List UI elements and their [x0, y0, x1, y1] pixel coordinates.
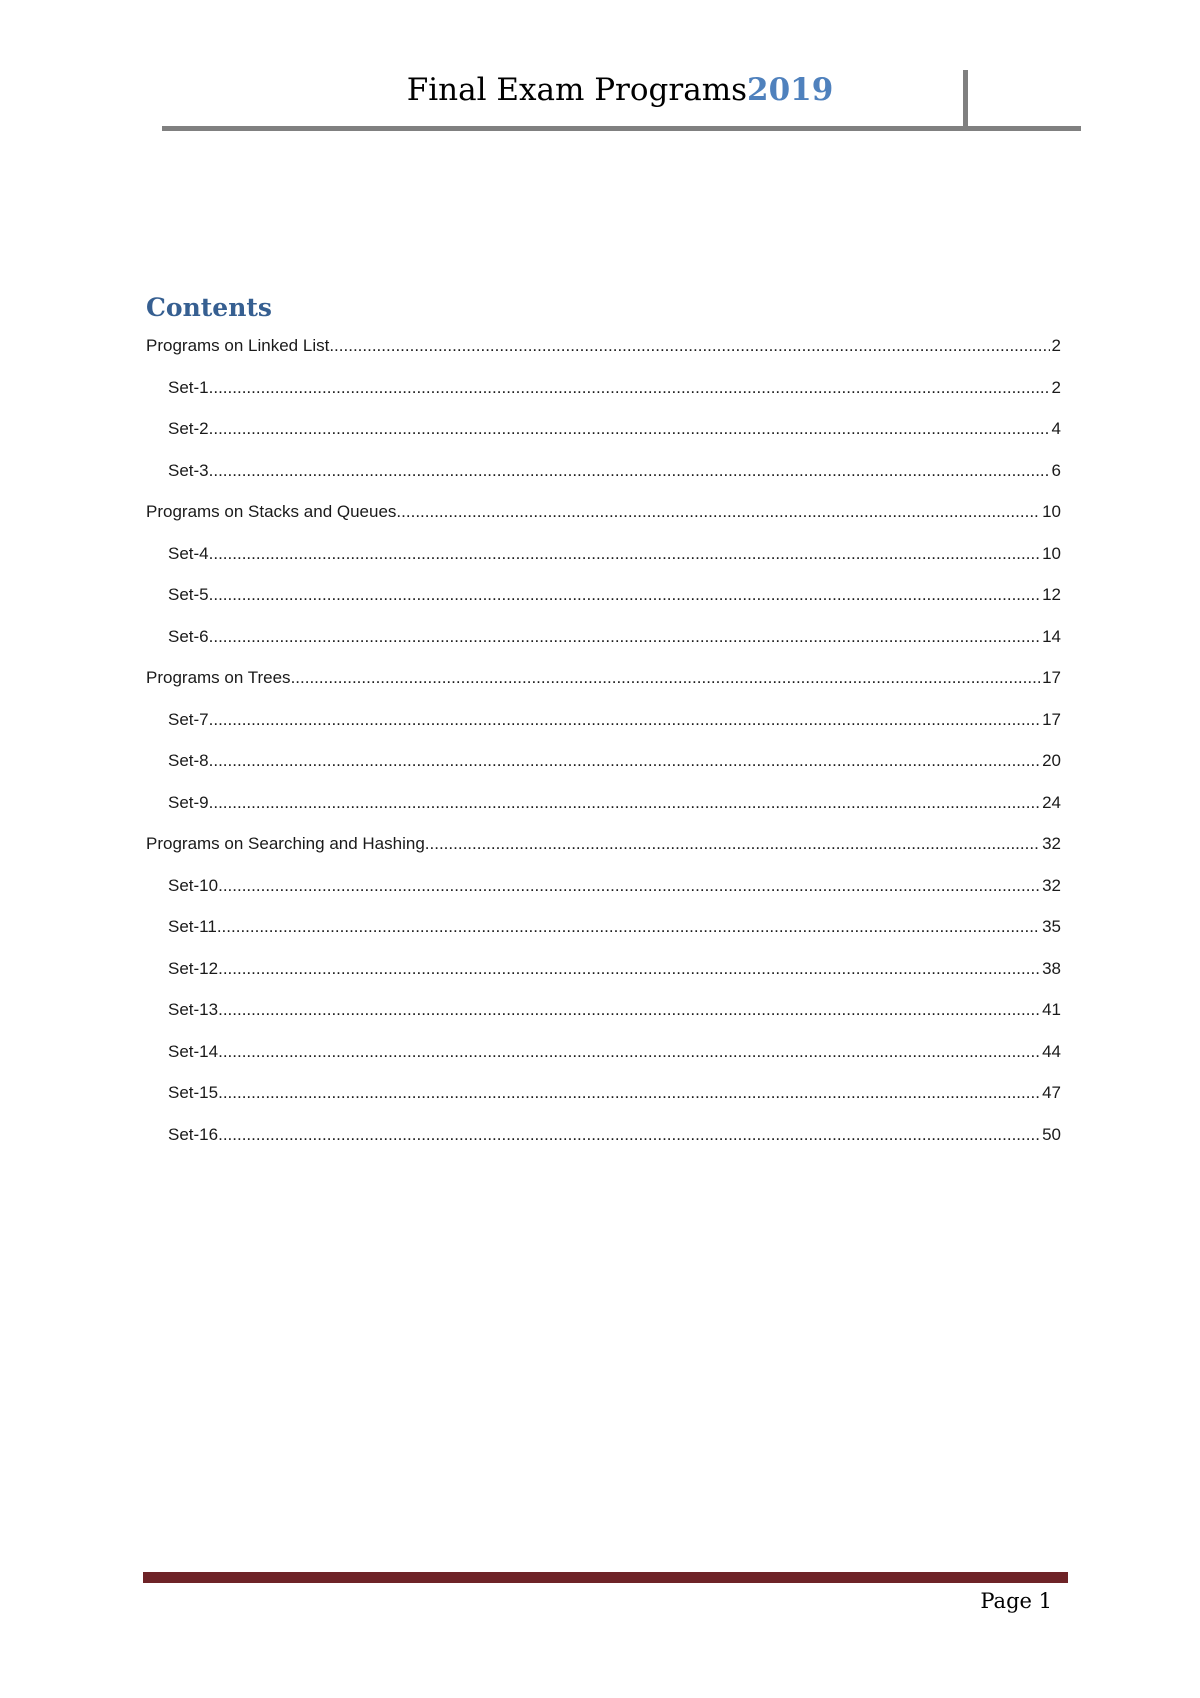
toc-dot-leader: [218, 1038, 1040, 1062]
toc-dot-leader: [209, 747, 1040, 771]
toc-dot-leader: [209, 623, 1040, 647]
toc-entry-label: Set-13: [168, 1000, 219, 1019]
toc-page-number: 38: [1042, 958, 1061, 978]
toc-dot-leader: [218, 872, 1040, 896]
toc-dot-leader: [209, 789, 1040, 813]
toc-dot-leader: [329, 332, 1049, 356]
toc-dot-leader: [209, 374, 1050, 398]
header-title: [0, 72, 1200, 108]
toc-page-number: 17: [1042, 709, 1061, 729]
toc-page-number: 41: [1042, 1000, 1061, 1019]
toc-page-number: 50: [1042, 1124, 1061, 1144]
header-rule: [162, 126, 1081, 131]
toc-entry-label: Set-3: [168, 460, 209, 480]
toc-page-number: 24: [1042, 792, 1061, 812]
toc-page-number: 14: [1042, 626, 1061, 646]
toc-subentry[interactable]: [146, 415, 1061, 457]
toc-entry-label: Set-8: [168, 751, 209, 770]
toc-subentry[interactable]: [146, 872, 1061, 914]
toc-entry-label: Set-1: [168, 377, 209, 397]
toc-dot-leader: [217, 913, 1040, 937]
toc-dot-leader: [396, 498, 1040, 522]
toc-page-number: 6: [1051, 460, 1061, 480]
toc-subentry[interactable]: [146, 996, 1061, 1038]
toc-entry-label: Programs on Trees: [146, 668, 291, 687]
toc-page-number: 20: [1042, 751, 1061, 770]
toc-page-number: 10: [1042, 543, 1061, 563]
toc-entry-label: Set-5: [168, 585, 209, 604]
toc-dot-leader: [209, 415, 1050, 439]
toc-page-number: 44: [1042, 1041, 1061, 1061]
toc-page-number: 32: [1042, 875, 1061, 895]
toc-page-number: 10: [1042, 502, 1061, 521]
table-of-contents: [146, 332, 1061, 1162]
toc-subentry[interactable]: [146, 747, 1061, 789]
toc-subentry[interactable]: [146, 1079, 1061, 1121]
toc-page-number: 12: [1042, 585, 1061, 604]
toc-entry-label: Set-7: [168, 709, 209, 729]
toc-subentry[interactable]: [146, 789, 1061, 831]
header-tick-divider: [963, 70, 968, 130]
toc-entry-label: Set-12: [168, 958, 219, 978]
header-title-text: Final Exam Programs: [406, 72, 747, 108]
toc-page-number: 2: [1051, 336, 1061, 355]
toc-entry-label: Set-15: [168, 1083, 219, 1102]
toc-subentry[interactable]: [146, 623, 1061, 665]
toc-dot-leader: [218, 955, 1040, 979]
toc-page-number: 32: [1042, 834, 1061, 853]
toc-entry-label: Set-11: [168, 917, 217, 936]
toc-dot-leader: [209, 706, 1040, 730]
toc-dot-leader: [218, 1079, 1040, 1103]
toc-dot-leader: [291, 664, 1041, 688]
toc-subentry[interactable]: [146, 374, 1061, 416]
toc-dot-leader: [218, 996, 1040, 1020]
toc-entry-label: Programs on Stacks and Queues: [146, 502, 397, 521]
toc-dot-leader: [209, 581, 1040, 605]
toc-entry-label: Programs on Linked List: [146, 336, 330, 355]
toc-subentry[interactable]: [146, 1038, 1061, 1080]
toc-subentry[interactable]: [146, 457, 1061, 499]
toc-entry-label: Set-14: [168, 1041, 219, 1061]
toc-entry-label: Set-10: [168, 875, 219, 895]
toc-page-number: 2: [1051, 377, 1061, 397]
toc-subentry[interactable]: [146, 1121, 1061, 1163]
toc-entry-label: Set-2: [168, 419, 209, 438]
toc-dot-leader: [209, 540, 1040, 564]
toc-entry-label: Set-6: [168, 626, 209, 646]
toc-dot-leader: [425, 830, 1040, 854]
toc-page-number: 47: [1042, 1083, 1061, 1102]
toc-entry[interactable]: [146, 332, 1061, 374]
toc-entry-label: Set-4: [168, 543, 209, 563]
toc-page-number: 35: [1042, 917, 1061, 936]
toc-entry[interactable]: [146, 498, 1061, 540]
toc-subentry[interactable]: [146, 706, 1061, 748]
toc-subentry[interactable]: [146, 913, 1061, 955]
toc-subentry[interactable]: [146, 540, 1061, 582]
toc-subentry[interactable]: [146, 581, 1061, 623]
header-year: 2019: [747, 72, 834, 108]
contents-heading: Contents: [146, 293, 273, 322]
toc-entry[interactable]: [146, 830, 1061, 872]
toc-entry-label: Set-9: [168, 792, 209, 812]
footer-page-number: Page 1: [980, 1589, 1052, 1613]
toc-dot-leader: [209, 457, 1050, 481]
toc-dot-leader: [218, 1121, 1040, 1145]
toc-page-number: 4: [1051, 419, 1061, 438]
toc-subentry[interactable]: [146, 955, 1061, 997]
toc-page-number: 17: [1042, 668, 1061, 687]
footer-rule: [143, 1572, 1068, 1583]
toc-entry-label: Programs on Searching and Hashing: [146, 834, 425, 853]
toc-entry-label: Set-16: [168, 1124, 219, 1144]
toc-entry[interactable]: [146, 664, 1061, 706]
